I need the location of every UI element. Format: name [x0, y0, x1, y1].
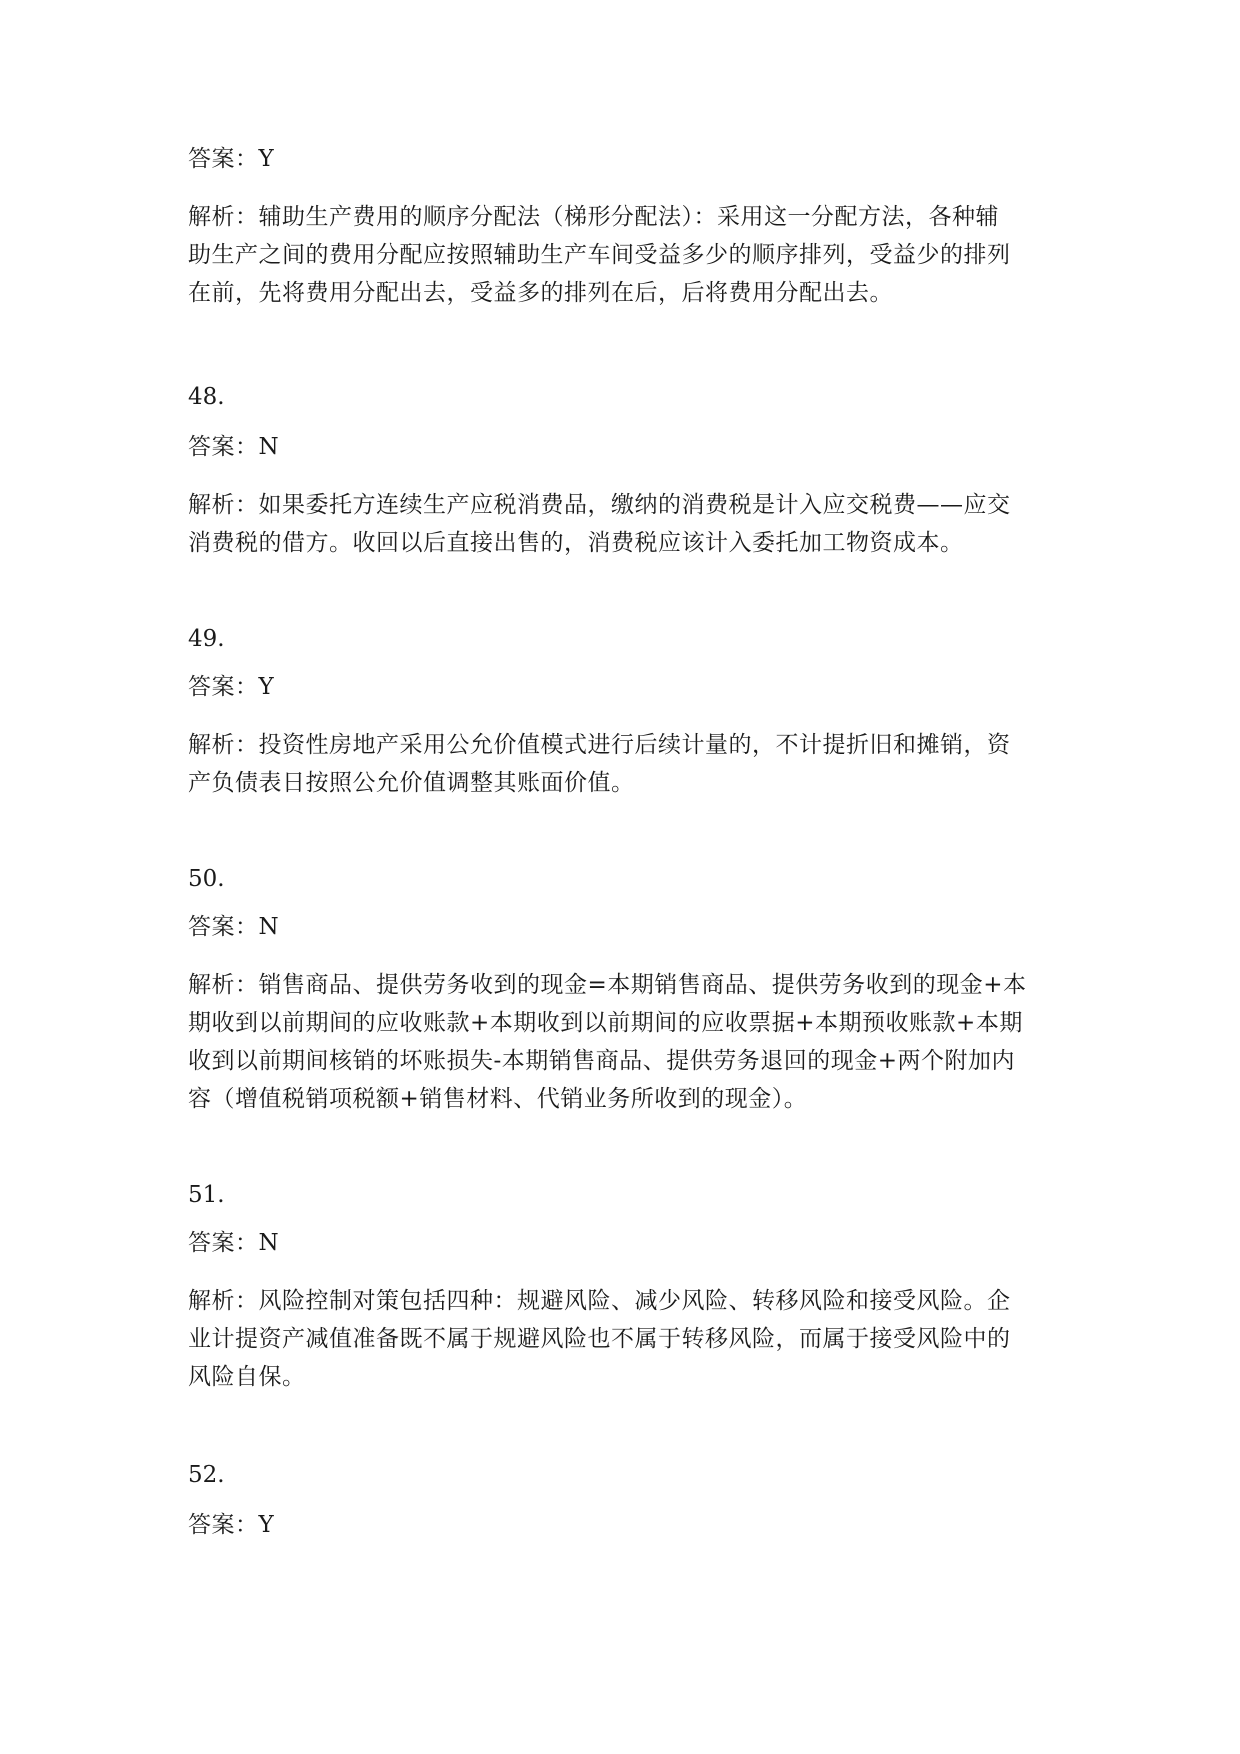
analysis-line: 期收到以前期间的应收账款+本期收到以前期间的应收票据+本期预收账款+本期	[188, 1010, 1023, 1036]
analysis-47	[188, 198, 1058, 312]
analysis-line: 解析：风险控制对策包括四种：规避风险、减少风险、转移风险和接受风险。企	[188, 1288, 1011, 1314]
analysis-line: 解析：销售商品、提供劳务收到的现金=本期销售商品、提供劳务收到的现金+本	[188, 972, 1027, 998]
analysis-line: 业计提资产减值准备既不属于规避风险也不属于转移风险，而属于接受风险中的	[188, 1326, 1011, 1352]
answer-47: 答案：Y	[188, 146, 275, 172]
question-number-52: 52.	[188, 1462, 225, 1488]
analysis-line: 在前，先将费用分配出去，受益多的排列在后，后将费用分配出去。	[188, 280, 893, 306]
analysis-line: 解析：如果委托方连续生产应税消费品，缴纳的消费税是计入应交税费——应交	[188, 492, 1011, 518]
analysis-50	[188, 966, 1058, 1118]
analysis-line: 风险自保。	[188, 1364, 306, 1390]
question-number-49: 49.	[188, 626, 225, 652]
analysis-line: 容（增值税销项税额+销售材料、代销业务所收到的现金）。	[188, 1086, 808, 1112]
analysis-line: 收到以前期间核销的坏账损失-本期销售商品、提供劳务退回的现金+两个附加内	[188, 1048, 1016, 1074]
answer-51: 答案：N	[188, 1230, 280, 1256]
analysis-51	[188, 1282, 1058, 1396]
answer-52: 答案：Y	[188, 1512, 275, 1538]
analysis-line: 解析：投资性房地产采用公允价值模式进行后续计量的，不计提折旧和摊销，资	[188, 732, 1011, 758]
analysis-line: 助生产之间的费用分配应按照辅助生产车间受益多少的顺序排列，受益少的排列	[188, 242, 1011, 268]
question-number-48: 48.	[188, 384, 225, 410]
analysis-line: 消费税的借方。收回以后直接出售的，消费税应该计入委托加工物资成本。	[188, 530, 964, 556]
question-number-50: 50.	[188, 866, 225, 892]
answer-50: 答案：N	[188, 914, 280, 940]
analysis-line: 解析：辅助生产费用的顺序分配法（梯形分配法）：采用这一分配方法，各种辅	[188, 204, 999, 230]
answer-49: 答案：Y	[188, 674, 275, 700]
answer-48: 答案：N	[188, 434, 280, 460]
question-number-51: 51.	[188, 1182, 225, 1208]
analysis-line: 产负债表日按照公允价值调整其账面价值。	[188, 770, 635, 796]
analysis-48	[188, 486, 1058, 562]
analysis-49	[188, 726, 1058, 802]
